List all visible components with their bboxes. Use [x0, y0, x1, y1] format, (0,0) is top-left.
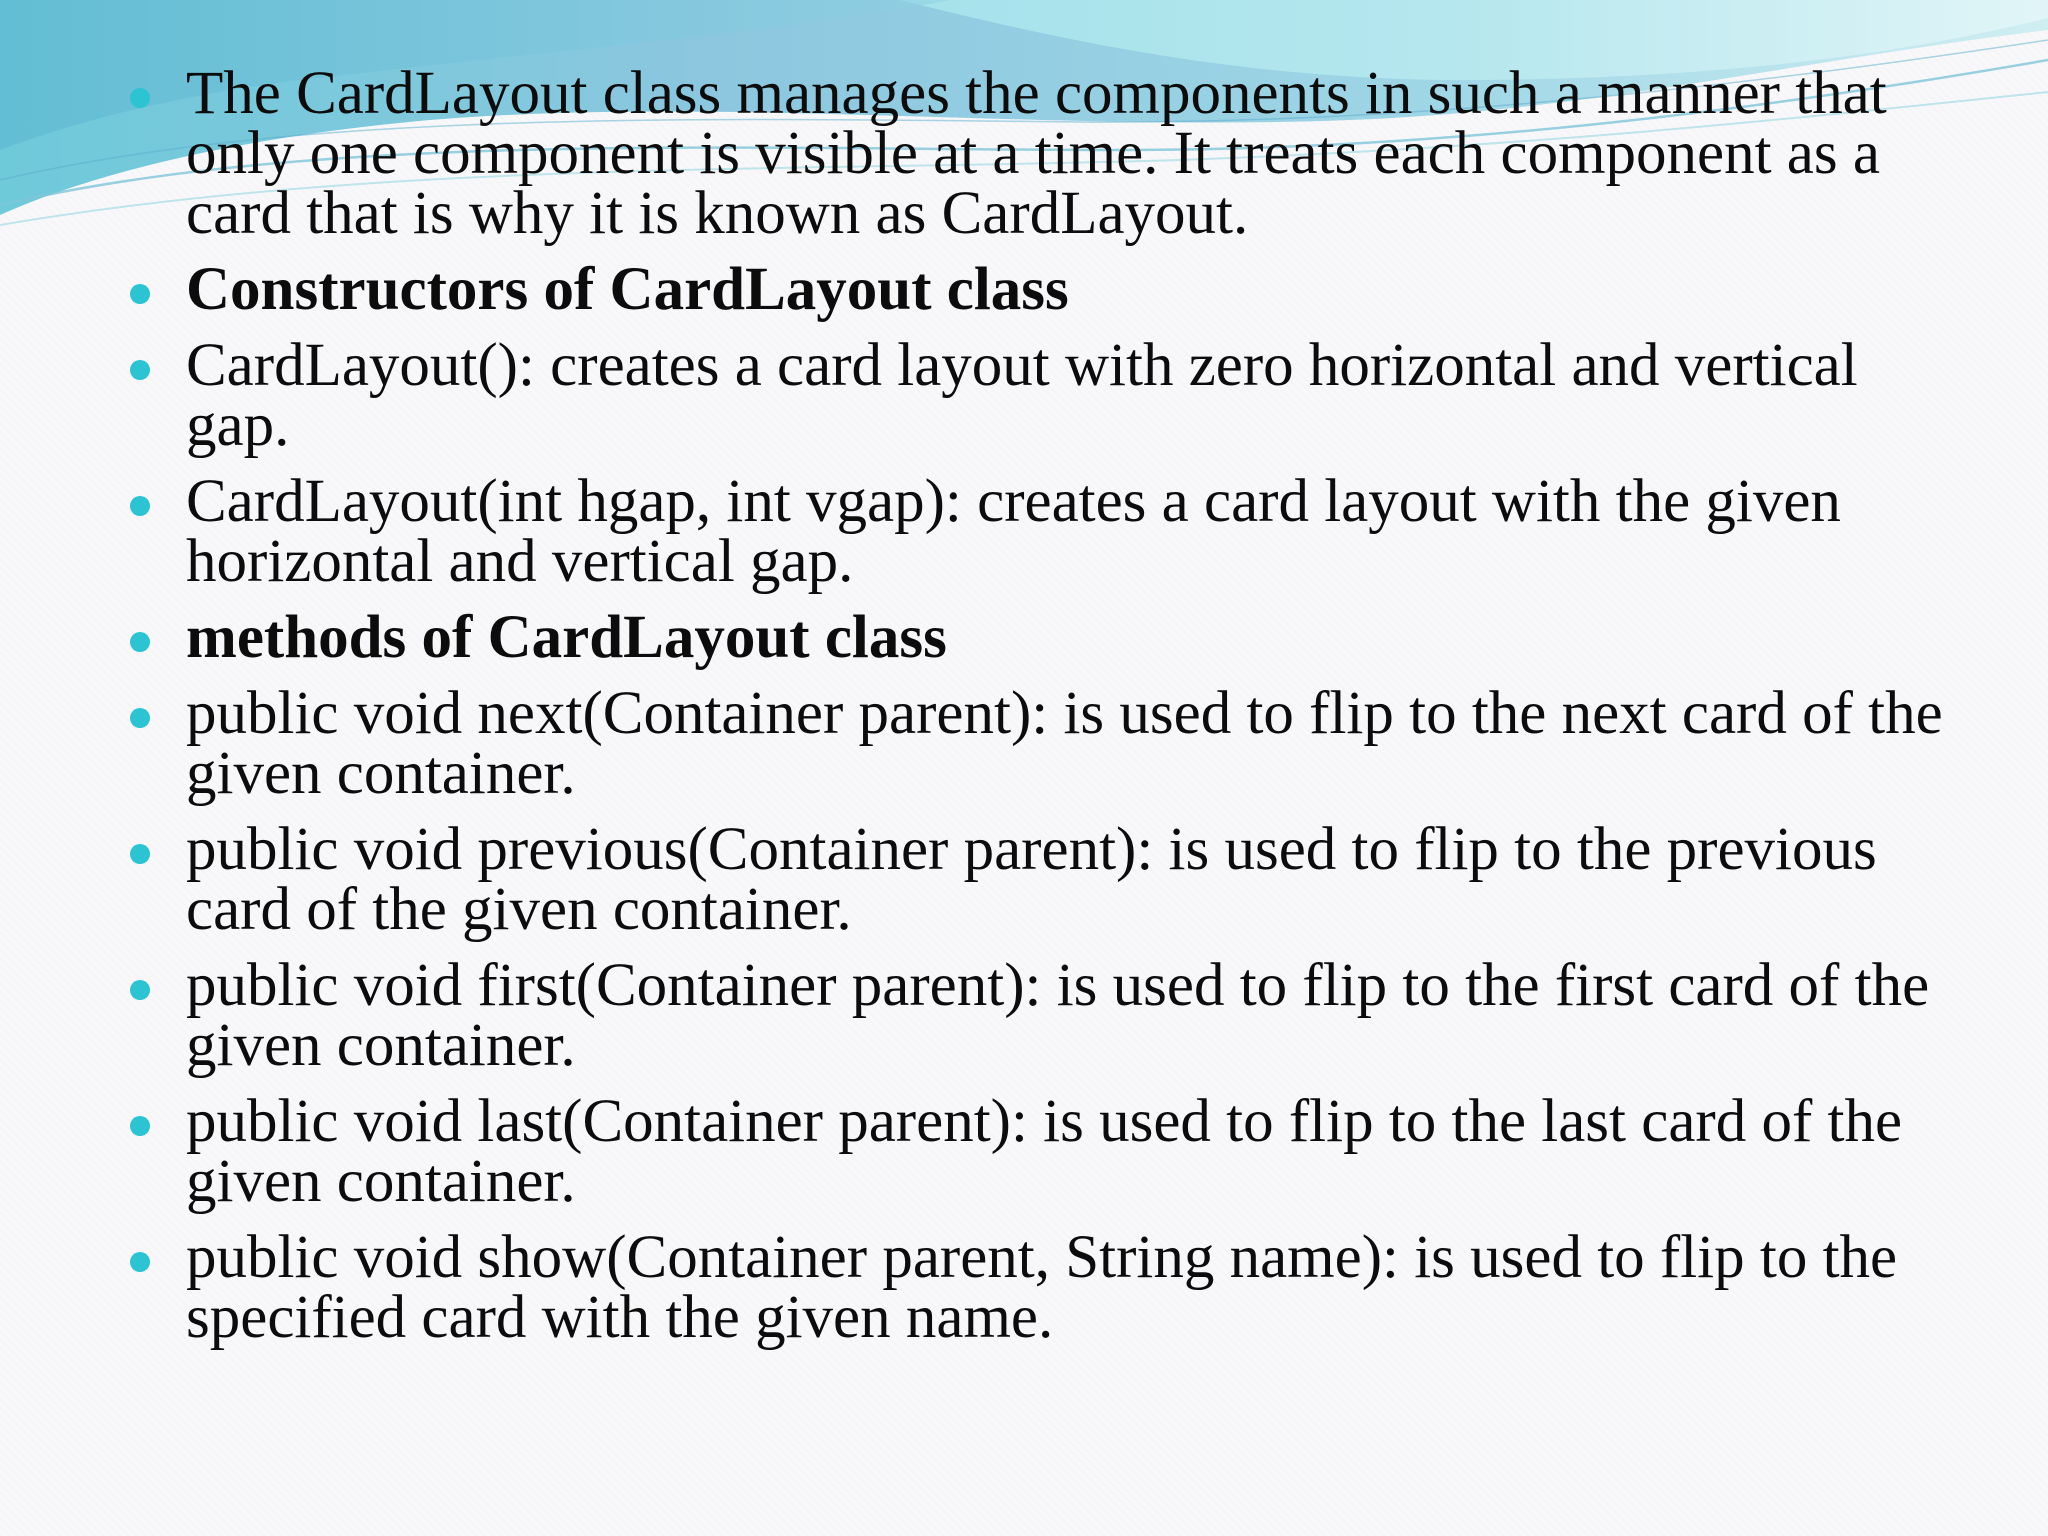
bullet-dot-icon	[130, 632, 150, 652]
bullet-method-last	[124, 1088, 1964, 1215]
bullet-text: public void last(Container parent): is used to flip to the last card of the given container.	[186, 1088, 1903, 1215]
bullet-method-show	[124, 1224, 1964, 1351]
bullet-list	[124, 60, 1964, 1364]
bullet-text: The CardLayout class manages the components in such a manner that only one component is visible at a time. It treats each component as a card that is why it is known as CardLayout.	[186, 60, 1887, 247]
bullet-text: CardLayout(): creates a card layout with zero horizontal and vertical gap.	[186, 332, 1858, 459]
bullet-text: public void previous(Container parent): is used to flip to the previous card of the given container.	[186, 816, 1877, 943]
bullet-dot-icon	[130, 980, 150, 1000]
bullet-method-next	[124, 680, 1964, 807]
bullet-text: methods of CardLayout class	[186, 604, 947, 671]
bullet-dot-icon	[130, 496, 150, 516]
bullet-text: public void next(Container parent): is used to flip to the next card of the given container.	[186, 680, 1943, 807]
bullet-dot-icon	[130, 88, 150, 108]
bullet-method-first	[124, 952, 1964, 1079]
bullet-constructors-heading	[124, 256, 1964, 323]
bullet-text: CardLayout(int hgap, int vgap): creates a card layout with the given horizontal and vertical gap.	[186, 468, 1841, 595]
bullet-dot-icon	[130, 1252, 150, 1272]
bullet-text: public void show(Container parent, String name): is used to flip to the specified card with the given name.	[186, 1224, 1898, 1351]
bullet-text: Constructors of CardLayout class	[186, 256, 1069, 323]
bullet-dot-icon	[130, 284, 150, 304]
bullet-methods-heading	[124, 604, 1964, 671]
bullet-constructor-default	[124, 332, 1964, 459]
bullet-method-previous	[124, 816, 1964, 943]
bullet-dot-icon	[130, 708, 150, 728]
bullet-dot-icon	[130, 844, 150, 864]
bullet-text: public void first(Container parent): is used to flip to the first card of the given container.	[186, 952, 1930, 1079]
bullet-cardlayout-intro	[124, 60, 1964, 247]
bullet-dot-icon	[130, 1116, 150, 1136]
bullet-dot-icon	[130, 360, 150, 380]
bullet-constructor-gaps	[124, 468, 1964, 595]
